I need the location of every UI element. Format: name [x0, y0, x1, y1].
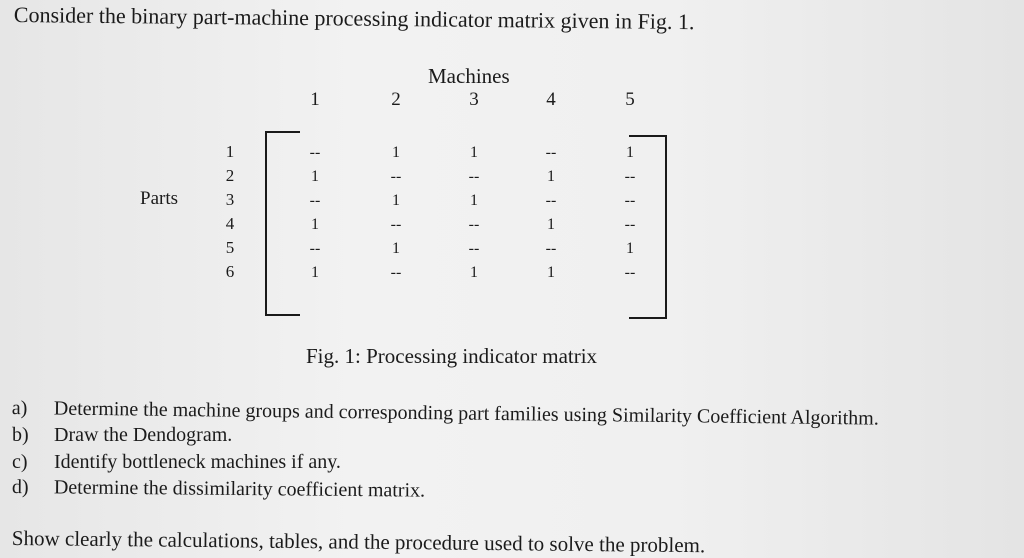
part-header-3: 3	[225, 190, 235, 209]
question-b	[12, 424, 232, 447]
matrix-cell: --	[390, 216, 402, 233]
matrix-cell: 1	[311, 264, 319, 281]
matrix-cell: --	[624, 192, 636, 209]
matrix-cell: --	[624, 216, 636, 233]
question-text: Determine the dissimilarity coefficient matrix.	[53, 476, 426, 502]
matrix-cell: 1	[392, 192, 400, 209]
part-header-6: 6	[225, 262, 235, 281]
matrix-cell: --	[468, 168, 480, 185]
part-header-1: 1	[225, 142, 235, 161]
machine-header-2: 2	[391, 89, 401, 110]
question-letter: d)	[11, 476, 29, 499]
matrix-cell: --	[390, 264, 402, 281]
closing-instruction: Show clearly the calculations, tables, and the procedure used to solve the problem.	[11, 526, 706, 558]
matrix-cell: 1	[470, 144, 478, 161]
parts-label: Parts	[140, 188, 178, 209]
matrix-cell: 1	[547, 168, 555, 185]
machine-header-3: 3	[469, 89, 479, 110]
figure-caption: Fig. 1: Processing indicator matrix	[306, 344, 598, 368]
matrix-cell: 1	[392, 144, 400, 161]
question-letter: a)	[11, 397, 28, 420]
question-text: Identify bottleneck machines if any.	[54, 451, 341, 473]
matrix-cell: 1	[311, 216, 319, 233]
machine-header-5: 5	[625, 89, 635, 110]
matrix-cell: --	[545, 192, 557, 209]
machine-header-4: 4	[546, 89, 556, 110]
matrix-cell: 1	[547, 216, 555, 233]
matrix-cell: --	[624, 264, 636, 281]
matrix-cell: --	[468, 240, 480, 257]
question-d	[12, 476, 425, 503]
matrix-left-bracket	[265, 131, 300, 316]
problem-intro: Consider the binary part-machine processing indicator matrix given in Fig. 1.	[13, 2, 695, 35]
matrix-cell: 1	[311, 168, 319, 185]
question-c	[12, 451, 341, 474]
part-header-2: 2	[225, 166, 235, 185]
matrix-cell: 1	[626, 240, 634, 257]
machine-header-1: 1	[310, 89, 320, 110]
part-header-4: 4	[225, 214, 235, 233]
matrix-cell: --	[309, 144, 321, 161]
matrix-cell: 1	[470, 192, 478, 209]
matrix-cell: 1	[626, 144, 634, 161]
matrix-cell: --	[309, 240, 321, 257]
question-text: Determine the machine groups and corresponding part families using Similarity Coefficient Algorithm.	[53, 397, 879, 430]
question-text: Draw the Dendogram.	[54, 424, 233, 446]
matrix-cell: --	[390, 168, 402, 185]
machines-label: Machines	[428, 64, 510, 88]
matrix-cell: --	[545, 240, 557, 257]
question-letter: c)	[12, 451, 28, 473]
question-letter: b)	[12, 424, 29, 446]
matrix-cell: --	[309, 192, 321, 209]
matrix-cell: 1	[470, 264, 478, 281]
part-header-5: 5	[225, 238, 235, 257]
matrix-cell: 1	[547, 264, 555, 281]
matrix-cell: --	[624, 168, 636, 185]
matrix-cell: 1	[392, 240, 400, 257]
matrix-cell: --	[545, 144, 557, 161]
matrix-cell: --	[468, 216, 480, 233]
